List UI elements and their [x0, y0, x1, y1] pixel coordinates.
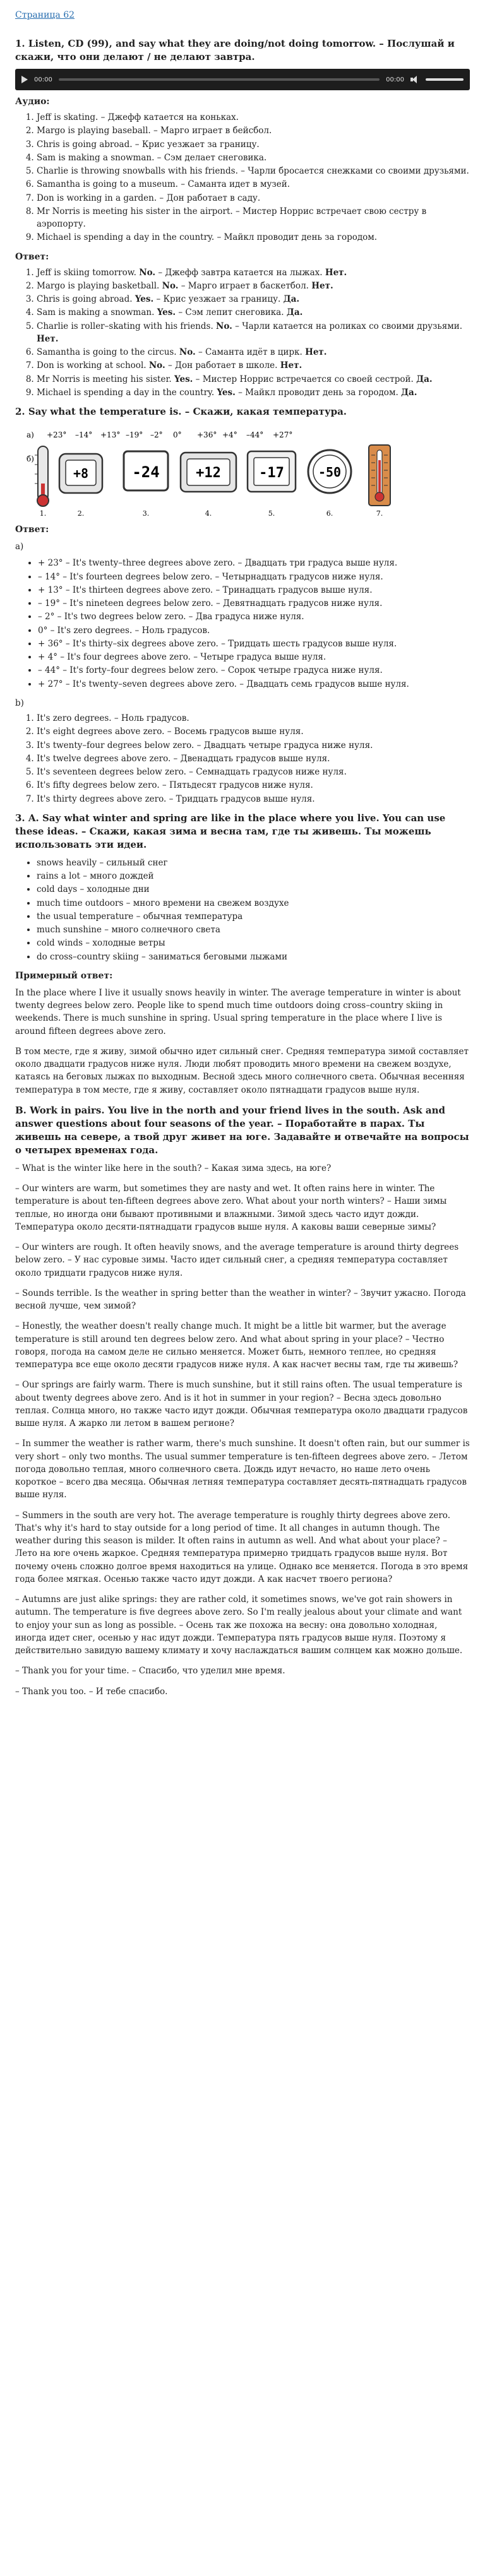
answer-list-item — [37, 280, 470, 292]
dialogue-line: – Thank you too. – И тебе спасибо. — [15, 1686, 168, 1697]
figure-number: 5. — [268, 509, 275, 518]
answer-b-item: 5. It's seventeen degrees below zero. – Семнадцать градусов ниже нуля. — [37, 766, 470, 778]
temperature-values-row — [47, 430, 292, 439]
thermometer-4 — [181, 453, 236, 492]
idea-item: • much sunshine – много солнечного света — [37, 923, 470, 936]
answer-text: – Дон работает в школе. — [165, 360, 280, 371]
ex1-audio-label: Аудио: — [15, 97, 50, 107]
ex2-title: 2. Say what the temperature is. – Скажи, какая температура. — [15, 406, 347, 417]
answer-a-item: • + 13° – It's thirteen degrees above zero. – Тринадцать градусов выше нуля. — [38, 584, 470, 597]
volume-slider[interactable] — [426, 78, 464, 81]
ex2-b-list — [15, 712, 470, 805]
dialogue-line: – Sounds terrible. Is the weather in spring better than the weather in winter? – Звучит ужасно. Погода весной лучше, чем зимой? — [15, 1288, 466, 1311]
idea-item: • do cross–country skiing – заниматься беговыми лыжами — [37, 951, 470, 963]
ex2-a-list — [15, 557, 470, 691]
audio-list-item: 2. Margo is playing baseball. – Марго играет в бейсбол. — [37, 124, 470, 137]
answer-text: Chris is going abroad. — [37, 294, 135, 304]
answer-a-item: • + 4° – It's four degrees above zero. – Четыре градуса выше нуля. — [38, 651, 470, 663]
dialogue-line: – Autumns are just alike springs: they are rather cold, it sometimes snows, we've got rain showers in autumn. The temperature is five degrees above zero. So I'm really jealous about your climate and want to enjoy your sun as long as possible. – Осень так же похожа на весну: она довольно холодная, иногда идет снег, осенью у нас идут дожди. Температура пять градусов выше нуля. Поэтому я действительно завидую вашему климату и хочу наслаждаться вашим солнцем как можно дольше. — [15, 1594, 463, 1656]
answer-verdict: Yes. — [174, 374, 193, 384]
page — [15, 0, 470, 1718]
ex3-sample-label: Примерный ответ: — [15, 970, 113, 981]
answer-list-item — [37, 359, 470, 372]
figure-number: 7. — [376, 509, 383, 518]
answer-list-item — [37, 386, 470, 399]
temperature-value: –14° — [75, 430, 93, 439]
ex1-answer-label: Ответ: — [15, 251, 49, 262]
answer-text: Don is working at school. — [37, 360, 149, 371]
ex2-sub-a: а) — [15, 542, 24, 552]
figure-numbers — [40, 509, 383, 518]
figure-number: 2. — [77, 509, 85, 518]
answer-verdict: Yes. — [217, 387, 236, 398]
figure-number: 1. — [39, 509, 47, 518]
answer-text: – Марго играет в баскетбол. — [178, 280, 312, 291]
idea-item: • cold days – холодные дни — [37, 883, 470, 896]
temperature-value: +36° — [197, 430, 217, 439]
answer-a-item: • – 2° – It's two degrees below zero. – Два градуса ниже нуля. — [38, 610, 470, 623]
volume-icon[interactable] — [410, 76, 419, 83]
dialogue-line: – In summer the weather is rather warm, there's much sunshine. It doesn't often rain, but our summer is very short – only two months. The usual summer temperature is ten-fifteen degrees above zero. – Летом погода довольно теплая, много солнечного света. Дождь идут нечасто, но наше лето очень короткое – всего два месяца. Обычная летняя температура составляет десять-пятнадцать градусов выше нуля. — [15, 1439, 470, 1500]
answer-text: – Майкл проводит день за городом. — [235, 387, 402, 398]
answer-list-item — [37, 306, 470, 319]
thermometer-1 — [35, 446, 49, 506]
exB-title: B. Work in pairs. You live in the north and your friend lives in the south. Ask and answer questions about four seasons of the year. – Поработайте в парах. Ты живешь на севере, а твой друг живет на юге. Задавайте и отвечайте на вопросы о четырех временах года. — [15, 1104, 469, 1156]
answer-verdict: Нет. — [280, 360, 302, 371]
ex2-sub-b: b) — [15, 697, 24, 708]
thermometer-5 — [248, 451, 296, 492]
answer-text: – Саманта идёт в цирк. — [195, 347, 306, 357]
ex3-ideas-list — [15, 857, 470, 963]
answer-text: Samantha is going to the circus. — [37, 347, 179, 357]
answer-verdict: Нет. — [311, 280, 333, 291]
audio-progress-bar[interactable] — [59, 78, 380, 81]
answer-text: – Крис уезжает за границу. — [153, 294, 284, 304]
audio-list-item: 1. Jeff is skating. – Джефф катается на коньках. — [37, 111, 470, 124]
ex3-sample-en: In the place where I live it usually snows heavily in winter. The average temperature in winter is about twenty degrees below zero. People like to spend much time outdoors doing cross–country skiing in weekends. There is much sunshine in spring. Usual spring temperature in the place where I live is around fifteen degrees above zero. — [15, 987, 461, 1036]
answer-b-item: 1. It's zero degrees. – Ноль градусов. — [37, 712, 470, 725]
answer-text: Michael is spending a day in the country. — [37, 387, 217, 398]
temperature-value: –19° — [126, 430, 143, 439]
idea-item: • the usual temperature – обычная температура — [37, 910, 470, 923]
idea-item: • much time outdoors – много времени на свежем воздухе — [37, 897, 470, 910]
dialogue-line: – Honestly, the weather doesn't really change much. It might be a little bit warmer, but the average temperature is still around ten degrees below zero. And what about spring in your place? – Честно говоря, погода на самом деле не сильно меняется. Может быть, немного теплее, но средняя температура все еще около десяти градусов ниже нуля. А как насчет весны там, где ты живешь? — [15, 1321, 458, 1370]
answer-verdict: Да. — [416, 374, 433, 384]
audio-list-item: 8. Mr Norris is meeting his sister in the airport. – Мистер Норрис встречает свою сестру в аэропорту. — [37, 205, 470, 231]
answer-text: – Джефф завтра катается на лыжах. — [155, 267, 325, 278]
answer-b-item: 6. It's fifty degrees below zero. – Пятьдесят градусов ниже нуля. — [37, 779, 470, 792]
answer-verdict: No. — [148, 360, 165, 371]
answer-text: Sam is making a snowman. — [37, 307, 157, 318]
ex1-title: 1. Listen, CD (99), and say what they are doing/not doing tomorrow. – Послушай и скажи, что они делают / не делают завтра. — [15, 38, 455, 62]
figure-number: 4. — [205, 509, 212, 518]
thermometer-3 — [124, 451, 168, 490]
audio-time-end: 00:00 — [386, 76, 404, 83]
audio-list-item: 6. Samantha is going to a museum. – Саманта идет в музей. — [37, 178, 470, 191]
audio-time-start: 00:00 — [34, 76, 52, 83]
figure-row-b-label: б) — [27, 454, 34, 463]
thermometer-figure — [15, 424, 470, 518]
answer-text: – Мистер Норрис встречается со своей сестрой. — [193, 374, 417, 384]
dialogue-line: – Our winters are rough. It often heavily snows, and the average temperature is around thirty degrees below zero. – У нас суровые зимы. Часто идет сильный снег, а средняя температура составляет около тридцати градусов ниже нуля. — [15, 1242, 459, 1278]
answer-a-item: • + 27° – It's twenty–seven degrees above zero. – Двадцать семь градусов выше нуля. — [38, 678, 470, 691]
display-value-3: +12 — [196, 465, 221, 481]
answer-b-item: 3. It's twenty–four degrees below zero. – Двадцать четыре градуса ниже нуля. — [37, 739, 470, 752]
answer-text: – Чарли катается на роликах со своими друзьями. — [232, 321, 463, 331]
thermometer-2 — [59, 454, 102, 493]
ex3-title: 3. A. Say what winter and spring are like in the place where you live. You can use these ideas. – Скажи, какая зима и весна там, где ты живешь. Ты можешь использовать эти идеи. — [15, 812, 446, 850]
temperature-value: +27° — [273, 430, 293, 439]
temperature-value: –44° — [246, 430, 264, 439]
display-value-2: -24 — [132, 463, 160, 481]
answer-verdict: Yes. — [135, 294, 154, 304]
answer-verdict: Да. — [401, 387, 417, 398]
ex2-answer-label: Ответ: — [15, 525, 49, 535]
display-value-1: +8 — [73, 466, 89, 481]
audio-list-item: 4. Sam is making a snowman. – Сэм делает снеговика. — [37, 151, 470, 164]
answer-list-item — [37, 373, 470, 386]
answer-verdict: Да. — [283, 294, 300, 304]
dialogue-line: – What is the winter like here in the south? – Какая зима здесь, на юге? — [15, 1163, 332, 1173]
answer-a-item: • + 23° – It's twenty–three degrees above zero. – Двадцать три градуса выше нуля. — [38, 557, 470, 569]
exB-dialogue — [15, 1162, 470, 1698]
audio-list-item: 7. Don is working in a garden. – Дон работает в саду. — [37, 192, 470, 205]
audio-list-item: 3. Chris is going abroad. – Крис уезжает за границу. — [37, 138, 470, 151]
answer-list-item — [37, 346, 470, 359]
answer-verdict: No. — [139, 267, 156, 278]
dialogue-line: – Summers in the south are very hot. The average temperature is roughly thirty degrees above zero. That's why it's hard to stay outside for a long period of time. It all changes in autumn though. The weather during this season is milder. It often rains in autumn as well. And what about your place? – Лето на юге очень жаркое. Средняя температура примерно тридцать градусов выше нуля. Вот почему очень сложно долгое время находиться на улице. Однако все меняется. Погода в это время года более мягкая. Осенью также часто идут дожди. А как насчет твоего региона? — [15, 1510, 469, 1584]
thermometer-6 — [308, 450, 351, 493]
answer-text: Mr Norris is meeting his sister. — [37, 374, 175, 384]
answer-verdict: No. — [162, 280, 179, 291]
answer-a-item: • 0° – It's zero degrees. – Ноль градусов. — [38, 624, 470, 637]
answer-text: Jeff is skiing tomorrow. — [37, 267, 140, 278]
answer-verdict: No. — [216, 321, 232, 331]
answer-a-item: • + 36° – It's thirty–six degrees above zero. – Тридцать шесть градусов выше нуля. — [38, 638, 470, 650]
answer-b-item: 7. It's thirty degrees above zero. – Тридцать градусов выше нуля. — [37, 793, 470, 805]
display-value-4: -17 — [259, 465, 284, 481]
dialogue-line: – Thank you for your time. – Спасибо, что уделил мне время. — [15, 1666, 285, 1677]
idea-item: • cold winds – холодные ветры — [37, 937, 470, 949]
answer-text: Charlie is roller–skating with his friends. — [37, 321, 217, 331]
temperature-value: 0° — [173, 430, 182, 439]
dialogue-line: – Our springs are fairly warm. There is much sunshine, but it still rains often. The usual temperature is about twenty degrees above zero. And is it hot in summer in your region? – Весна здесь довольно теплая. Солнца много, но также часто идут дожди. Обычная температура около двадцати градусов выше нуля. А жарко ли летом в вашем регионе? — [15, 1380, 468, 1428]
audio-player[interactable] — [15, 69, 470, 90]
audio-list-item: 9. Michael is spending a day in the country. – Майкл проводит день за городом. — [37, 231, 470, 244]
answer-a-item: • – 44° – It's forty–four degrees below zero. – Сорок четыре градуса ниже нуля. — [38, 664, 470, 677]
answer-verdict: Нет. — [37, 333, 59, 344]
answer-verdict: No. — [179, 347, 196, 357]
answer-list-item — [37, 266, 470, 279]
ex1-audio-list — [15, 111, 470, 244]
idea-item: • rains a lot – много дождей — [37, 870, 470, 882]
answer-text: Margo is playing basketball. — [37, 280, 162, 291]
answer-verdict: Нет. — [305, 347, 327, 357]
temperature-value: +4° — [222, 430, 237, 439]
audio-list-item: 5. Charlie is throwing snowballs with his friends. – Чарли бросается снежками со своими друзьями. — [37, 165, 470, 177]
temperature-value: +13° — [100, 430, 121, 439]
answer-verdict: Yes. — [157, 307, 176, 318]
ex3-sample-ru: В том месте, где я живу, зимой обычно идет сильный снег. Средняя температура зимой составляет около двадцати градусов ниже нуля. Люди любят проводить много времени на свежем воздухе, катаясь на беговых лыжах по выходным. Весной здесь много солнечного света. Обычная весенняя температура в том месте, где я живу, составляет около пятнадцати градусов выше нуля. — [15, 1046, 469, 1095]
display-value-5: -50 — [318, 465, 342, 480]
answer-a-item: • – 19° – It's nineteen degrees below zero. – Девятнадцать градусов ниже нуля. — [38, 597, 470, 610]
figure-number: 6. — [326, 509, 333, 518]
play-icon[interactable] — [21, 76, 28, 83]
answer-text: – Сэм лепит снеговика. — [176, 307, 287, 318]
dialogue-line: – Our winters are warm, but sometimes they are nasty and wet. It often rains here in winter. The temperature is about ten-fifteen degrees above zero. What about your north winters? – Наши зимы теплые, но иногда они бывают противными и влажными. Зимой здесь часто идут дожди. Температура около десяти-пятнадцати градусов выше нуля. А каковы ваши северные зимы? — [15, 1184, 447, 1232]
answer-verdict: Да. — [286, 307, 303, 318]
figure-row-a-label: а) — [27, 430, 34, 439]
figure-number: 3. — [142, 509, 150, 518]
thermometer-7 — [369, 445, 390, 506]
answer-list-item — [37, 293, 470, 306]
temperature-value: +23° — [47, 430, 67, 439]
temperature-value: –2° — [150, 430, 163, 439]
idea-item: • snows heavily – сильный снег — [37, 857, 470, 869]
answer-verdict: Нет. — [325, 267, 347, 278]
answer-b-item: 4. It's twelve degrees above zero. – Двенадцать градусов выше нуля. — [37, 752, 470, 765]
ex1-answer-list — [15, 266, 470, 400]
answer-b-item: 2. It's eight degrees above zero. – Восемь градусов выше нуля. — [37, 725, 470, 738]
answer-list-item — [37, 320, 470, 346]
page-link[interactable]: Страница 62 — [15, 10, 75, 20]
answer-a-item: • – 14° – It's fourteen degrees below zero. – Четырнадцать градусов ниже нуля. — [38, 571, 470, 583]
